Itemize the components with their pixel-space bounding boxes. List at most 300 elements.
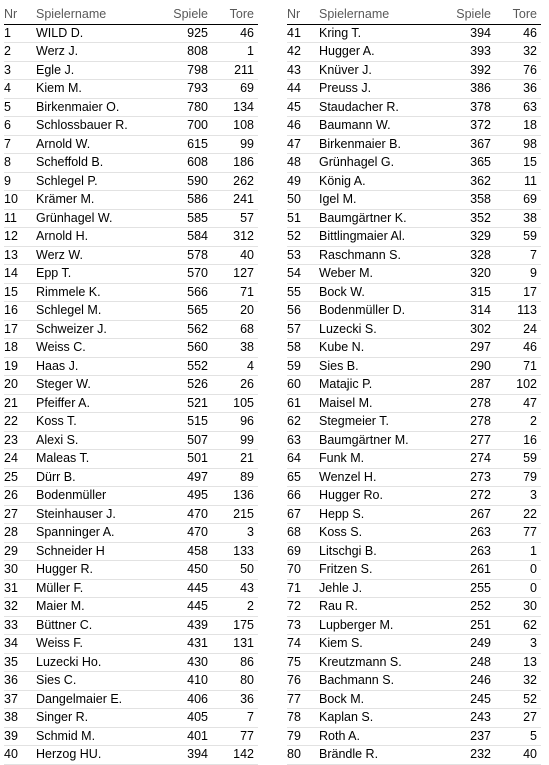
- cell-spielername: Pfeiffer A.: [36, 394, 158, 413]
- cell-nr: 8: [4, 154, 36, 173]
- cell-nr: 26: [4, 487, 36, 506]
- cell-spielername: Brändle R.: [319, 746, 441, 765]
- cell-spielername: Stegmeier T.: [319, 413, 441, 432]
- cell-spiele: 562: [158, 320, 208, 339]
- cell-nr: 41: [287, 24, 319, 43]
- cell-spielername: Maier M.: [36, 598, 158, 617]
- cell-nr: 64: [287, 450, 319, 469]
- cell-nr: 39: [4, 727, 36, 746]
- cell-spiele: 431: [158, 635, 208, 654]
- cell-nr: 44: [287, 80, 319, 99]
- cell-tore: 40: [208, 246, 258, 265]
- cell-spiele: 314: [441, 302, 491, 321]
- cell-spielername: Hugger A.: [319, 43, 441, 62]
- cell-nr: 71: [287, 579, 319, 598]
- header-spiele: Spiele: [441, 6, 491, 24]
- cell-spielername: Kiem S.: [319, 635, 441, 654]
- cell-tore: 1: [491, 542, 541, 561]
- cell-tore: 2: [491, 413, 541, 432]
- cell-spielername: Herzog HU.: [36, 746, 158, 765]
- cell-nr: 2: [4, 43, 36, 62]
- table-row: [287, 394, 541, 413]
- cell-spiele: 386: [441, 80, 491, 99]
- cell-spielername: Hugger R.: [36, 561, 158, 580]
- cell-spielername: Sies C.: [36, 672, 158, 691]
- table-body-left: [4, 24, 258, 764]
- cell-spiele: 249: [441, 635, 491, 654]
- cell-tore: 86: [208, 653, 258, 672]
- cell-spiele: 246: [441, 672, 491, 691]
- cell-tore: 7: [208, 709, 258, 728]
- cell-spiele: 273: [441, 468, 491, 487]
- table-row: [287, 542, 541, 561]
- cell-tore: 80: [208, 672, 258, 691]
- cell-nr: 30: [4, 561, 36, 580]
- cell-tore: 47: [491, 394, 541, 413]
- table-row: [287, 727, 541, 746]
- cell-spielername: Bodenmüller: [36, 487, 158, 506]
- cell-spiele: 328: [441, 246, 491, 265]
- cell-spielername: Grünhagel W.: [36, 209, 158, 228]
- cell-nr: 4: [4, 80, 36, 99]
- cell-spielername: Bock M.: [319, 690, 441, 709]
- cell-spielername: König A.: [319, 172, 441, 191]
- cell-spielername: Baumgärtner K.: [319, 209, 441, 228]
- cell-tore: 105: [208, 394, 258, 413]
- cell-nr: 3: [4, 61, 36, 80]
- cell-tore: 96: [208, 413, 258, 432]
- cell-spielername: Singer R.: [36, 709, 158, 728]
- table-row: [4, 80, 258, 99]
- cell-spiele: 410: [158, 672, 208, 691]
- table-row: [287, 320, 541, 339]
- cell-spielername: Kiem M.: [36, 80, 158, 99]
- cell-nr: 50: [287, 191, 319, 210]
- header-spiele: Spiele: [158, 6, 208, 24]
- cell-tore: 89: [208, 468, 258, 487]
- cell-nr: 56: [287, 302, 319, 321]
- cell-tore: 1: [208, 43, 258, 62]
- cell-spiele: 507: [158, 431, 208, 450]
- cell-tore: 5: [491, 727, 541, 746]
- cell-tore: 46: [491, 339, 541, 358]
- table-row: [287, 524, 541, 543]
- table-row: [4, 117, 258, 136]
- cell-tore: 21: [208, 450, 258, 469]
- cell-spielername: Baumgärtner M.: [319, 431, 441, 450]
- cell-nr: 21: [4, 394, 36, 413]
- cell-tore: 38: [491, 209, 541, 228]
- cell-spiele: 237: [441, 727, 491, 746]
- cell-tore: 32: [491, 672, 541, 691]
- cell-nr: 59: [287, 357, 319, 376]
- cell-spiele: 277: [441, 431, 491, 450]
- cell-spiele: 352: [441, 209, 491, 228]
- table-row: [287, 450, 541, 469]
- cell-spiele: 501: [158, 450, 208, 469]
- cell-nr: 76: [287, 672, 319, 691]
- cell-spielername: Werz W.: [36, 246, 158, 265]
- cell-tore: 71: [208, 283, 258, 302]
- table-row: [4, 672, 258, 691]
- table-row: [287, 653, 541, 672]
- cell-nr: 17: [4, 320, 36, 339]
- cell-nr: 13: [4, 246, 36, 265]
- table-row: [287, 191, 541, 210]
- cell-nr: 77: [287, 690, 319, 709]
- table-row: [4, 690, 258, 709]
- cell-spielername: Wenzel H.: [319, 468, 441, 487]
- cell-spiele: 290: [441, 357, 491, 376]
- cell-spiele: 578: [158, 246, 208, 265]
- cell-tore: 63: [491, 98, 541, 117]
- table-row: [287, 302, 541, 321]
- cell-tore: 40: [491, 746, 541, 765]
- cell-nr: 46: [287, 117, 319, 136]
- table-header-row: [287, 6, 541, 24]
- table-row: [4, 43, 258, 62]
- cell-tore: 3: [491, 635, 541, 654]
- cell-nr: 32: [4, 598, 36, 617]
- cell-nr: 63: [287, 431, 319, 450]
- cell-spielername: WILD D.: [36, 24, 158, 43]
- cell-spielername: Igel M.: [319, 191, 441, 210]
- cell-spiele: 372: [441, 117, 491, 136]
- cell-nr: 33: [4, 616, 36, 635]
- cell-tore: 131: [208, 635, 258, 654]
- cell-spiele: 378: [441, 98, 491, 117]
- table-row: [4, 598, 258, 617]
- cell-nr: 18: [4, 339, 36, 358]
- table-row: [287, 616, 541, 635]
- table-row: [4, 376, 258, 395]
- table-row: [4, 431, 258, 450]
- cell-spielername: Dürr B.: [36, 468, 158, 487]
- cell-spielername: Birkenmaier B.: [319, 135, 441, 154]
- cell-tore: 0: [491, 561, 541, 580]
- cell-spiele: 570: [158, 265, 208, 284]
- cell-spiele: 232: [441, 746, 491, 765]
- cell-spielername: Koss T.: [36, 413, 158, 432]
- table-row: [287, 672, 541, 691]
- cell-nr: 6: [4, 117, 36, 136]
- cell-nr: 80: [287, 746, 319, 765]
- cell-tore: 36: [208, 690, 258, 709]
- cell-spiele: 278: [441, 413, 491, 432]
- cell-spielername: Rimmele K.: [36, 283, 158, 302]
- cell-tore: 38: [208, 339, 258, 358]
- table-row: [4, 24, 258, 43]
- cell-spiele: 445: [158, 598, 208, 617]
- cell-spielername: Jehle J.: [319, 579, 441, 598]
- cell-nr: 24: [4, 450, 36, 469]
- table-row: [4, 191, 258, 210]
- cell-spielername: Knüver J.: [319, 61, 441, 80]
- cell-nr: 65: [287, 468, 319, 487]
- cell-spiele: 315: [441, 283, 491, 302]
- cell-nr: 23: [4, 431, 36, 450]
- header-tore: Tore: [491, 6, 541, 24]
- cell-nr: 15: [4, 283, 36, 302]
- cell-tore: 76: [491, 61, 541, 80]
- cell-spiele: 445: [158, 579, 208, 598]
- cell-tore: 98: [491, 135, 541, 154]
- table-row: [287, 246, 541, 265]
- cell-spielername: Fritzen S.: [319, 561, 441, 580]
- cell-nr: 68: [287, 524, 319, 543]
- cell-nr: 19: [4, 357, 36, 376]
- cell-tore: 15: [491, 154, 541, 173]
- cell-nr: 27: [4, 505, 36, 524]
- table-row: [287, 413, 541, 432]
- table-row: [4, 154, 258, 173]
- cell-spiele: 358: [441, 191, 491, 210]
- cell-nr: 7: [4, 135, 36, 154]
- cell-nr: 73: [287, 616, 319, 635]
- table-row: [287, 357, 541, 376]
- cell-spielername: Müller F.: [36, 579, 158, 598]
- cell-spiele: 263: [441, 524, 491, 543]
- cell-spielername: Weiss F.: [36, 635, 158, 654]
- table-row: [287, 376, 541, 395]
- cell-nr: 37: [4, 690, 36, 709]
- cell-nr: 11: [4, 209, 36, 228]
- player-table-left: [4, 6, 258, 765]
- cell-tore: 13: [491, 653, 541, 672]
- cell-spielername: Arnold H.: [36, 228, 158, 247]
- cell-nr: 43: [287, 61, 319, 80]
- cell-spiele: 793: [158, 80, 208, 99]
- cell-spielername: Krämer M.: [36, 191, 158, 210]
- cell-spielername: Hugger Ro.: [319, 487, 441, 506]
- table-row: [4, 468, 258, 487]
- cell-tore: 133: [208, 542, 258, 561]
- cell-tore: 0: [491, 579, 541, 598]
- cell-nr: 34: [4, 635, 36, 654]
- table-row: [287, 579, 541, 598]
- cell-tore: 36: [491, 80, 541, 99]
- cell-tore: 113: [491, 302, 541, 321]
- table-row: [4, 302, 258, 321]
- cell-tore: 186: [208, 154, 258, 173]
- table-row: [287, 43, 541, 62]
- cell-tore: 20: [208, 302, 258, 321]
- table-row: [4, 394, 258, 413]
- cell-spiele: 560: [158, 339, 208, 358]
- cell-tore: 3: [208, 524, 258, 543]
- cell-spielername: Weber M.: [319, 265, 441, 284]
- table-row: [4, 246, 258, 265]
- cell-nr: 5: [4, 98, 36, 117]
- cell-tore: 50: [208, 561, 258, 580]
- cell-nr: 42: [287, 43, 319, 62]
- cell-nr: 35: [4, 653, 36, 672]
- cell-nr: 9: [4, 172, 36, 191]
- cell-tore: 262: [208, 172, 258, 191]
- cell-spiele: 245: [441, 690, 491, 709]
- cell-spielername: Bachmann S.: [319, 672, 441, 691]
- table-row: [4, 357, 258, 376]
- cell-tore: 3: [491, 487, 541, 506]
- table-row: [287, 98, 541, 117]
- cell-spielername: Steinhauser J.: [36, 505, 158, 524]
- cell-nr: 48: [287, 154, 319, 173]
- cell-tore: 59: [491, 450, 541, 469]
- table-row: [4, 727, 258, 746]
- cell-tore: 46: [208, 24, 258, 43]
- table-row: [4, 61, 258, 80]
- cell-spiele: 261: [441, 561, 491, 580]
- cell-nr: 58: [287, 339, 319, 358]
- cell-spielername: Epp T.: [36, 265, 158, 284]
- cell-spielername: Schneider H: [36, 542, 158, 561]
- cell-spiele: 584: [158, 228, 208, 247]
- cell-spielername: Luzecki S.: [319, 320, 441, 339]
- cell-tore: 77: [491, 524, 541, 543]
- cell-spielername: Birkenmaier O.: [36, 98, 158, 117]
- table-row: [287, 61, 541, 80]
- cell-spiele: 450: [158, 561, 208, 580]
- cell-spielername: Werz J.: [36, 43, 158, 62]
- cell-tore: 211: [208, 61, 258, 80]
- cell-tore: 43: [208, 579, 258, 598]
- table-row: [4, 283, 258, 302]
- cell-spielername: Kring T.: [319, 24, 441, 43]
- table-header-row: [4, 6, 258, 24]
- cell-nr: 57: [287, 320, 319, 339]
- table-row: [4, 450, 258, 469]
- cell-spiele: 700: [158, 117, 208, 136]
- table-row: [4, 209, 258, 228]
- table-row: [4, 561, 258, 580]
- cell-tore: 7: [491, 246, 541, 265]
- cell-spiele: 526: [158, 376, 208, 395]
- cell-spielername: Weiss C.: [36, 339, 158, 358]
- cell-spiele: 329: [441, 228, 491, 247]
- cell-spiele: 925: [158, 24, 208, 43]
- cell-nr: 75: [287, 653, 319, 672]
- cell-nr: 74: [287, 635, 319, 654]
- table-row: [4, 413, 258, 432]
- table-row: [287, 172, 541, 191]
- cell-tore: 9: [491, 265, 541, 284]
- table-row: [287, 690, 541, 709]
- cell-nr: 51: [287, 209, 319, 228]
- table-row: [287, 635, 541, 654]
- cell-spielername: Schlegel P.: [36, 172, 158, 191]
- cell-nr: 49: [287, 172, 319, 191]
- cell-tore: 57: [208, 209, 258, 228]
- cell-spiele: 251: [441, 616, 491, 635]
- cell-spielername: Bittlingmaier Al.: [319, 228, 441, 247]
- cell-nr: 22: [4, 413, 36, 432]
- cell-spielername: Lupberger M.: [319, 616, 441, 635]
- cell-nr: 36: [4, 672, 36, 691]
- cell-spiele: 552: [158, 357, 208, 376]
- cell-nr: 69: [287, 542, 319, 561]
- cell-nr: 61: [287, 394, 319, 413]
- cell-spiele: 430: [158, 653, 208, 672]
- cell-spiele: 470: [158, 505, 208, 524]
- table-row: [287, 117, 541, 136]
- table-row: [287, 209, 541, 228]
- player-table-right: [287, 6, 541, 765]
- table-row: [287, 431, 541, 450]
- cell-tore: 215: [208, 505, 258, 524]
- cell-nr: 20: [4, 376, 36, 395]
- cell-spiele: 566: [158, 283, 208, 302]
- cell-spielername: Rau R.: [319, 598, 441, 617]
- cell-spiele: 521: [158, 394, 208, 413]
- cell-spielername: Sies B.: [319, 357, 441, 376]
- cell-spiele: 585: [158, 209, 208, 228]
- cell-tore: 46: [491, 24, 541, 43]
- cell-nr: 79: [287, 727, 319, 746]
- cell-tore: 11: [491, 172, 541, 191]
- table-row: [4, 228, 258, 247]
- cell-spielername: Bodenmüller D.: [319, 302, 441, 321]
- cell-nr: 28: [4, 524, 36, 543]
- table-row: [287, 80, 541, 99]
- cell-spielername: Litschgi B.: [319, 542, 441, 561]
- cell-spielername: Schlossbauer R.: [36, 117, 158, 136]
- cell-spielername: Schlegel M.: [36, 302, 158, 321]
- cell-nr: 53: [287, 246, 319, 265]
- cell-spiele: 287: [441, 376, 491, 395]
- cell-spiele: 255: [441, 579, 491, 598]
- cell-spiele: 320: [441, 265, 491, 284]
- cell-nr: 29: [4, 542, 36, 561]
- cell-spielername: Bock W.: [319, 283, 441, 302]
- cell-spielername: Egle J.: [36, 61, 158, 80]
- table-row: [4, 653, 258, 672]
- cell-spiele: 248: [441, 653, 491, 672]
- cell-tore: 2: [208, 598, 258, 617]
- cell-nr: 54: [287, 265, 319, 284]
- cell-spielername: Maleas T.: [36, 450, 158, 469]
- cell-nr: 66: [287, 487, 319, 506]
- cell-tore: 71: [491, 357, 541, 376]
- cell-spielername: Staudacher R.: [319, 98, 441, 117]
- cell-spielername: Koss S.: [319, 524, 441, 543]
- cell-spielername: Roth A.: [319, 727, 441, 746]
- cell-spiele: 302: [441, 320, 491, 339]
- table-row: [287, 468, 541, 487]
- table-row: [4, 635, 258, 654]
- table-row: [4, 524, 258, 543]
- cell-tore: 18: [491, 117, 541, 136]
- table-row: [287, 746, 541, 765]
- cell-spiele: 808: [158, 43, 208, 62]
- cell-spielername: Funk M.: [319, 450, 441, 469]
- cell-nr: 67: [287, 505, 319, 524]
- cell-nr: 52: [287, 228, 319, 247]
- cell-nr: 12: [4, 228, 36, 247]
- cell-tore: 52: [491, 690, 541, 709]
- cell-spiele: 439: [158, 616, 208, 635]
- cell-nr: 78: [287, 709, 319, 728]
- table-row: [4, 339, 258, 358]
- cell-nr: 40: [4, 746, 36, 765]
- cell-tore: 26: [208, 376, 258, 395]
- cell-spiele: 365: [441, 154, 491, 173]
- cell-tore: 68: [208, 320, 258, 339]
- cell-nr: 70: [287, 561, 319, 580]
- cell-tore: 99: [208, 431, 258, 450]
- table-row: [287, 265, 541, 284]
- table-row: [4, 172, 258, 191]
- table-body-right: [287, 24, 541, 764]
